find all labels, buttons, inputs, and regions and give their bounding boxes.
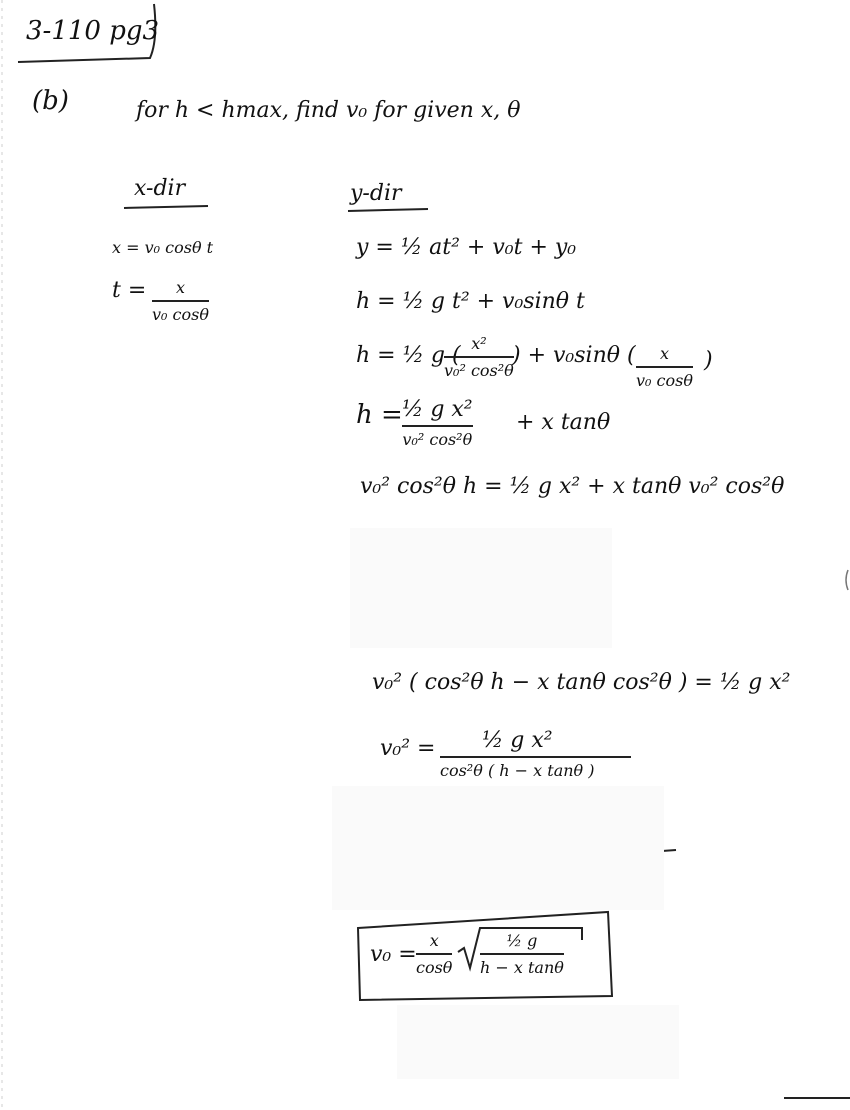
fraction-numerator: x (429, 931, 439, 950)
y-dir-underline (348, 209, 428, 211)
fraction-bar (402, 425, 473, 427)
part-label: (b) (32, 86, 69, 116)
x-dir-heading: x-dir (134, 176, 186, 201)
y-equation-7-fraction (440, 728, 595, 780)
fraction-denominator: cos²θ ( h − x tanθ ) (440, 761, 595, 780)
x-equation-2-fraction (152, 278, 209, 324)
fraction-denominator: h − x tanθ (480, 958, 564, 977)
y-equation-3-fraction-1 (444, 334, 514, 380)
x-equation-1: x = v₀ cosθ t (112, 238, 214, 257)
fraction-numerator: x (659, 344, 669, 363)
fraction-bar (416, 953, 452, 955)
fraction-numerator: ½ g x² (402, 397, 473, 422)
fraction-bar (444, 356, 514, 358)
problem-statement: for h < hmax, find v₀ for given x, θ (136, 98, 521, 123)
y-equation-4-lhs: h = (356, 400, 403, 430)
y-equation-1: y = ½ at² + v₀t + y₀ (356, 235, 577, 260)
y-equation-6: v₀² ( cos²θ h − x tanθ cos²θ ) = ½ g x² (372, 670, 791, 695)
fraction-denominator: v₀ cosθ (636, 371, 693, 390)
blank-region (332, 786, 664, 910)
fraction-denominator: v₀² cos²θ (402, 430, 473, 449)
y-equation-4-fraction (402, 397, 473, 449)
y-equation-3-fraction-2 (636, 344, 693, 390)
fraction-numerator: x² (471, 334, 487, 353)
y-equation-3-part-b: ) + v₀sinθ ( (512, 343, 636, 368)
stray-mark-edge (846, 570, 848, 590)
y-equation-3-part-c: ) (704, 348, 713, 373)
stray-mark (662, 850, 676, 851)
fraction-numerator: ½ g (506, 931, 538, 950)
final-answer-fraction (416, 931, 452, 977)
y-equation-5: v₀² cos²θ h = ½ g x² + x tanθ v₀² cos²θ (360, 474, 785, 499)
y-equation-4-rhs: + x tanθ (516, 410, 611, 435)
fraction-bar (480, 953, 564, 955)
blank-region (350, 528, 612, 648)
x-equation-2-lhs: t = (112, 278, 147, 303)
final-answer-lhs: v₀ = (370, 942, 417, 967)
y-equation-7-lhs: v₀² = (380, 736, 436, 761)
fraction-numerator: x (175, 278, 185, 297)
y-dir-heading: y-dir (350, 181, 402, 206)
fraction-denominator: v₀ cosθ (152, 305, 209, 324)
fraction-denominator: v₀² cos²θ (444, 361, 514, 380)
x-dir-underline (124, 206, 208, 208)
fraction-numerator: ½ g x² (481, 728, 553, 753)
fraction-bar (636, 366, 693, 368)
problem-reference: 3-110 pg3 (26, 16, 160, 46)
fraction-denominator: cosθ (416, 958, 453, 977)
y-equation-2: h = ½ g t² + v₀sinθ t (356, 289, 585, 314)
fraction-bar (152, 300, 209, 302)
blank-region (397, 1005, 679, 1079)
y-equation-3-part-a: h = ½ g ( (356, 343, 461, 368)
fraction-bar (440, 756, 631, 758)
final-answer-root-fraction (480, 931, 564, 977)
